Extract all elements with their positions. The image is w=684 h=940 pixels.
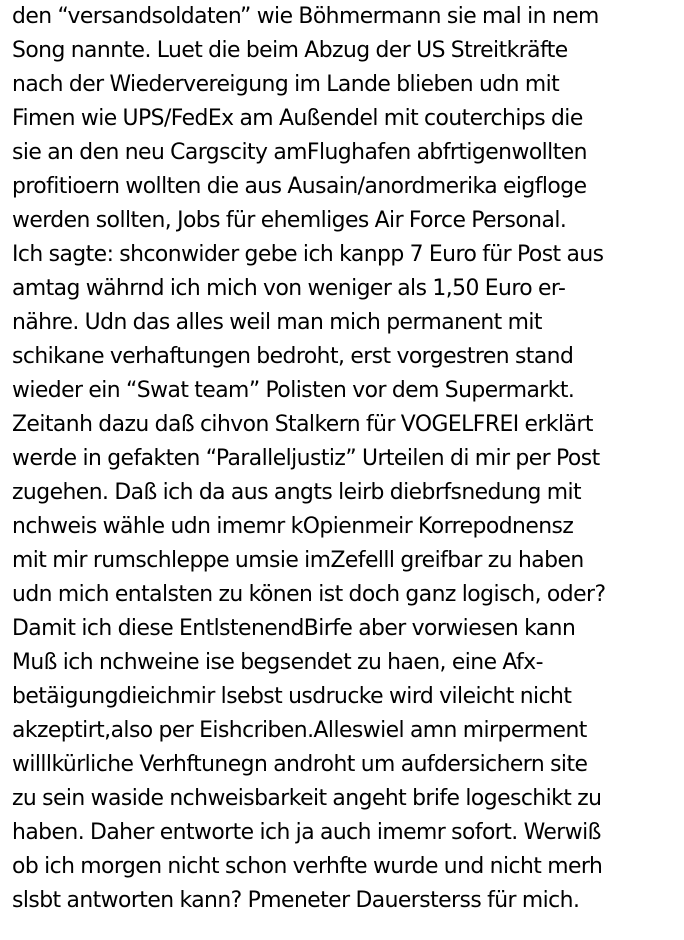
text-line: schikane verhaftungen bedroht, erst vorgestren stand (12, 344, 574, 369)
text-line: den “versandsoldaten” wie Böhmermann sie mal in nem (12, 4, 599, 29)
text-line: zu sein waside nchweisbarkeit angeht brife logeschikt zu (12, 786, 602, 811)
text-line: mit mir rumschleppe umsie imZefelll greifbar zu haben (12, 548, 584, 573)
text-line: zugehen. Daß ich da aus angts leirb diebrfsnedung mit (12, 480, 582, 505)
text-line: udn mich entalsten zu könen ist doch ganz logisch, oder? (12, 582, 606, 607)
text-line: Damit ich diese EntlstenendBirfe aber vorwiesen kann (12, 616, 576, 641)
text-line: willlkürliche Verhftunegn androht um aufdersichern site (12, 752, 588, 777)
text-line: wieder ein “Swat team” Polisten vor dem Supermarkt. (12, 378, 575, 403)
text-line: Muß ich nchweine ise begsendet zu haen, eine Afx- (12, 650, 543, 675)
text-line: Fimen wie UPS/FedEx am Außendel mit couterchips die (12, 106, 583, 131)
document-page (12, 0, 684, 918)
text-line: nähre. Udn das alles weil man mich permanent mit (12, 310, 542, 335)
text-line: akzeptirt,also per Eishcriben.Alleswiel amn mirperment (12, 718, 587, 743)
text-line: betäigungdieichmir lsebst usdrucke wird vileicht nicht (12, 684, 572, 709)
text-line: Zeitanh dazu daß cihvon Stalkern für VOGELFREI erklärt (12, 412, 593, 437)
text-line: werde in gefakten “Paralleljustiz” Urteilen di mir per Post (12, 446, 600, 471)
text-line: haben. Daher entworte ich ja auch imemr sofort. Werwiß (12, 820, 601, 845)
text-line: werden sollten, Jobs für ehemliges Air Force Personal. (12, 208, 567, 233)
text-line: amtag währnd ich mich von weniger als 1,50 Euro er- (12, 276, 566, 301)
text-line: nach der Wiedervereigung im Lande blieben udn mit (12, 72, 560, 97)
text-line: profitioern wollten die aus Ausain/anordmerika eigfloge (12, 174, 587, 199)
text-line: Ich sagte: shconwider gebe ich kanpp 7 Euro für Post aus (12, 242, 604, 267)
text-line: sie an den neu Cargscity amFlughafen abfrtigenwollten (12, 140, 587, 165)
text-line: nchweis wähle udn imemr kOpienmeir Korrepodnensz (12, 514, 574, 539)
text-line: ob ich morgen nicht schon verhfte wurde und nicht merh (12, 854, 603, 879)
text-line: Song nannte. Luet die beim Abzug der US Streitkräfte (12, 38, 568, 63)
text-line: slsbt antworten kann? Pmeneter Dauersterss für mich. (12, 888, 580, 913)
